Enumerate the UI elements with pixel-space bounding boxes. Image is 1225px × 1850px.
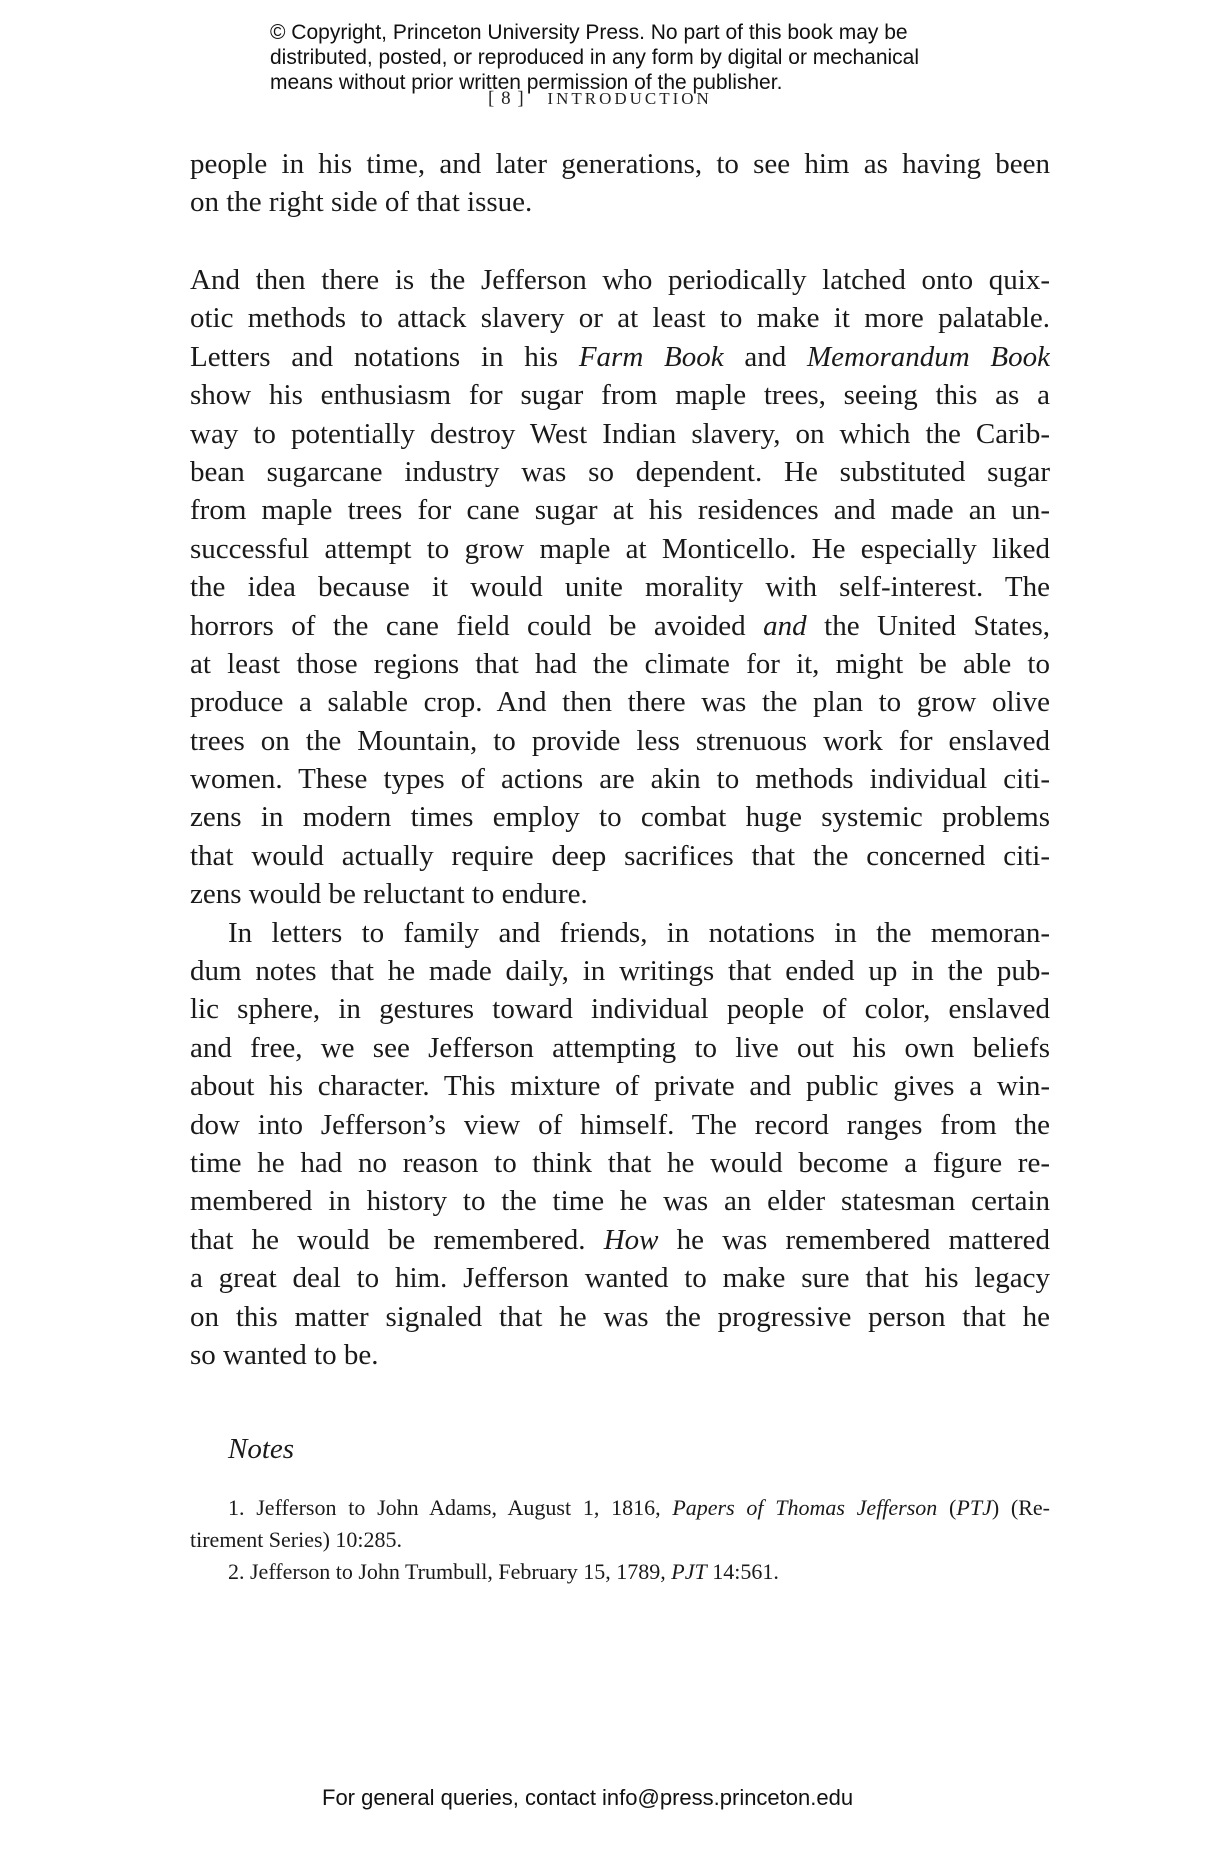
text-line: show his enthusiasm for sugar from maple trees, seeing this as a (190, 379, 1050, 412)
paragraph-continuation (190, 145, 1050, 222)
copyright-line: distributed, posted, or reproduced in any form by digital or mechanical (270, 46, 920, 69)
note-item (190, 1556, 1050, 1588)
section-title: INTRODUCTION (547, 89, 712, 108)
text-line: way to potentially destroy West Indian slavery, on which the Carib- (190, 417, 1050, 450)
text-line: women. These types of actions are akin to methods individual citi- (190, 763, 1050, 796)
text-line: And then there is the Jefferson who periodically latched onto quix- (190, 264, 1050, 296)
text-line (190, 1221, 1050, 1259)
text-line: zens would be reluctant to endure. (190, 878, 588, 911)
text-run: and (723, 340, 807, 373)
text-line: and free, we see Jefferson attempting to live out his own beliefs (190, 1031, 1050, 1064)
text-run: ) (Re- (991, 1495, 1051, 1520)
notes-list (190, 1492, 1050, 1588)
body-paragraphs (190, 261, 1050, 1374)
text-run: 14:561. (706, 1559, 779, 1584)
text-line: on the right side of that issue. (190, 186, 533, 219)
text-line (190, 607, 1050, 645)
text-line: membered in history to the time he was an elder statesman certain (190, 1185, 1050, 1218)
text-line: zens in modern times employ to combat huge systemic problems (190, 801, 1050, 834)
text-line: dum notes that he made daily, in writings that ended up in the pub- (190, 955, 1050, 988)
text-line: from maple trees for cane sugar at his residences and made an un- (190, 494, 1050, 527)
text-run: horrors of the cane field could be avoided (190, 609, 764, 642)
text-run: ( (937, 1495, 957, 1520)
note-item-continuation: tirement Series) 10:285. (190, 1527, 403, 1552)
text-line: time he had no reason to think that he would become a figure re- (190, 1146, 1050, 1179)
text-line: a great deal to him. Jefferson wanted to make sure that his legacy (190, 1262, 1050, 1295)
text-line: trees on the Mountain, to provide less strenuous work for enslaved (190, 724, 1050, 757)
emphasis: and (763, 609, 807, 642)
text-line: on this matter signaled that he was the progressive person that he (190, 1300, 1050, 1333)
text-line: so wanted to be. (190, 1338, 379, 1371)
book-title-memorandum-book: Memorandum Book (806, 340, 1050, 373)
citation-abbrev: PJT (671, 1559, 707, 1584)
copyright-line: means without prior written permission of the publisher. (270, 71, 783, 94)
book-title-farm-book: Farm Book (578, 340, 724, 373)
running-head (488, 88, 712, 110)
text-run: Letters and notations in his (190, 340, 579, 373)
citation-title: Papers of Thomas Jefferson (672, 1495, 938, 1520)
copyright-line: © Copyright, Princeton University Press. No part of this book may be (270, 21, 908, 44)
text-line: people in his time, and later generations, to see him as having been (190, 148, 1050, 180)
text-line: lic sphere, in gestures toward individual people of color, enslaved (190, 993, 1050, 1026)
copyright-notice (270, 20, 970, 95)
text-run: the United States, (806, 609, 1050, 642)
text-line: otic methods to attack slavery or at least to make it more palatable. (190, 302, 1050, 335)
footer-contact: For general queries, contact info@press.princeton.edu (322, 1785, 854, 1810)
text-line (190, 338, 1050, 376)
text-line: produce a salable crop. And then there was the plan to grow olive (190, 686, 1050, 719)
text-run: 2. Jefferson to John Trumbull, February 15, 1789, (228, 1559, 672, 1584)
text-line: the idea because it would unite morality with self-interest. The (190, 571, 1050, 604)
text-run: 1. Jefferson to John Adams, August 1, 1816, (228, 1495, 673, 1520)
text-run: that he would be remembered. (190, 1223, 604, 1256)
text-run: he was remembered mattered (658, 1223, 1050, 1256)
text-line: In letters to family and friends, in notations in the memoran- (228, 916, 1050, 949)
text-line: dow into Jefferson’s view of himself. The record ranges from the (190, 1108, 1050, 1141)
citation-abbrev: PTJ (956, 1495, 992, 1520)
text-line: at least those regions that had the climate for it, might be able to (190, 647, 1050, 680)
text-line: bean sugarcane industry was so dependent. He substituted sugar (190, 455, 1050, 488)
text-line: successful attempt to grow maple at Monticello. He especially liked (190, 532, 1050, 565)
note-item (190, 1492, 1050, 1524)
text-line: about his character. This mixture of private and public gives a win- (190, 1070, 1050, 1103)
text-line: that would actually require deep sacrifices that the concerned citi- (190, 839, 1050, 872)
emphasis: How (603, 1223, 659, 1256)
notes-heading: Notes (228, 1433, 295, 1465)
page-number: [ 8 ] (488, 88, 525, 109)
